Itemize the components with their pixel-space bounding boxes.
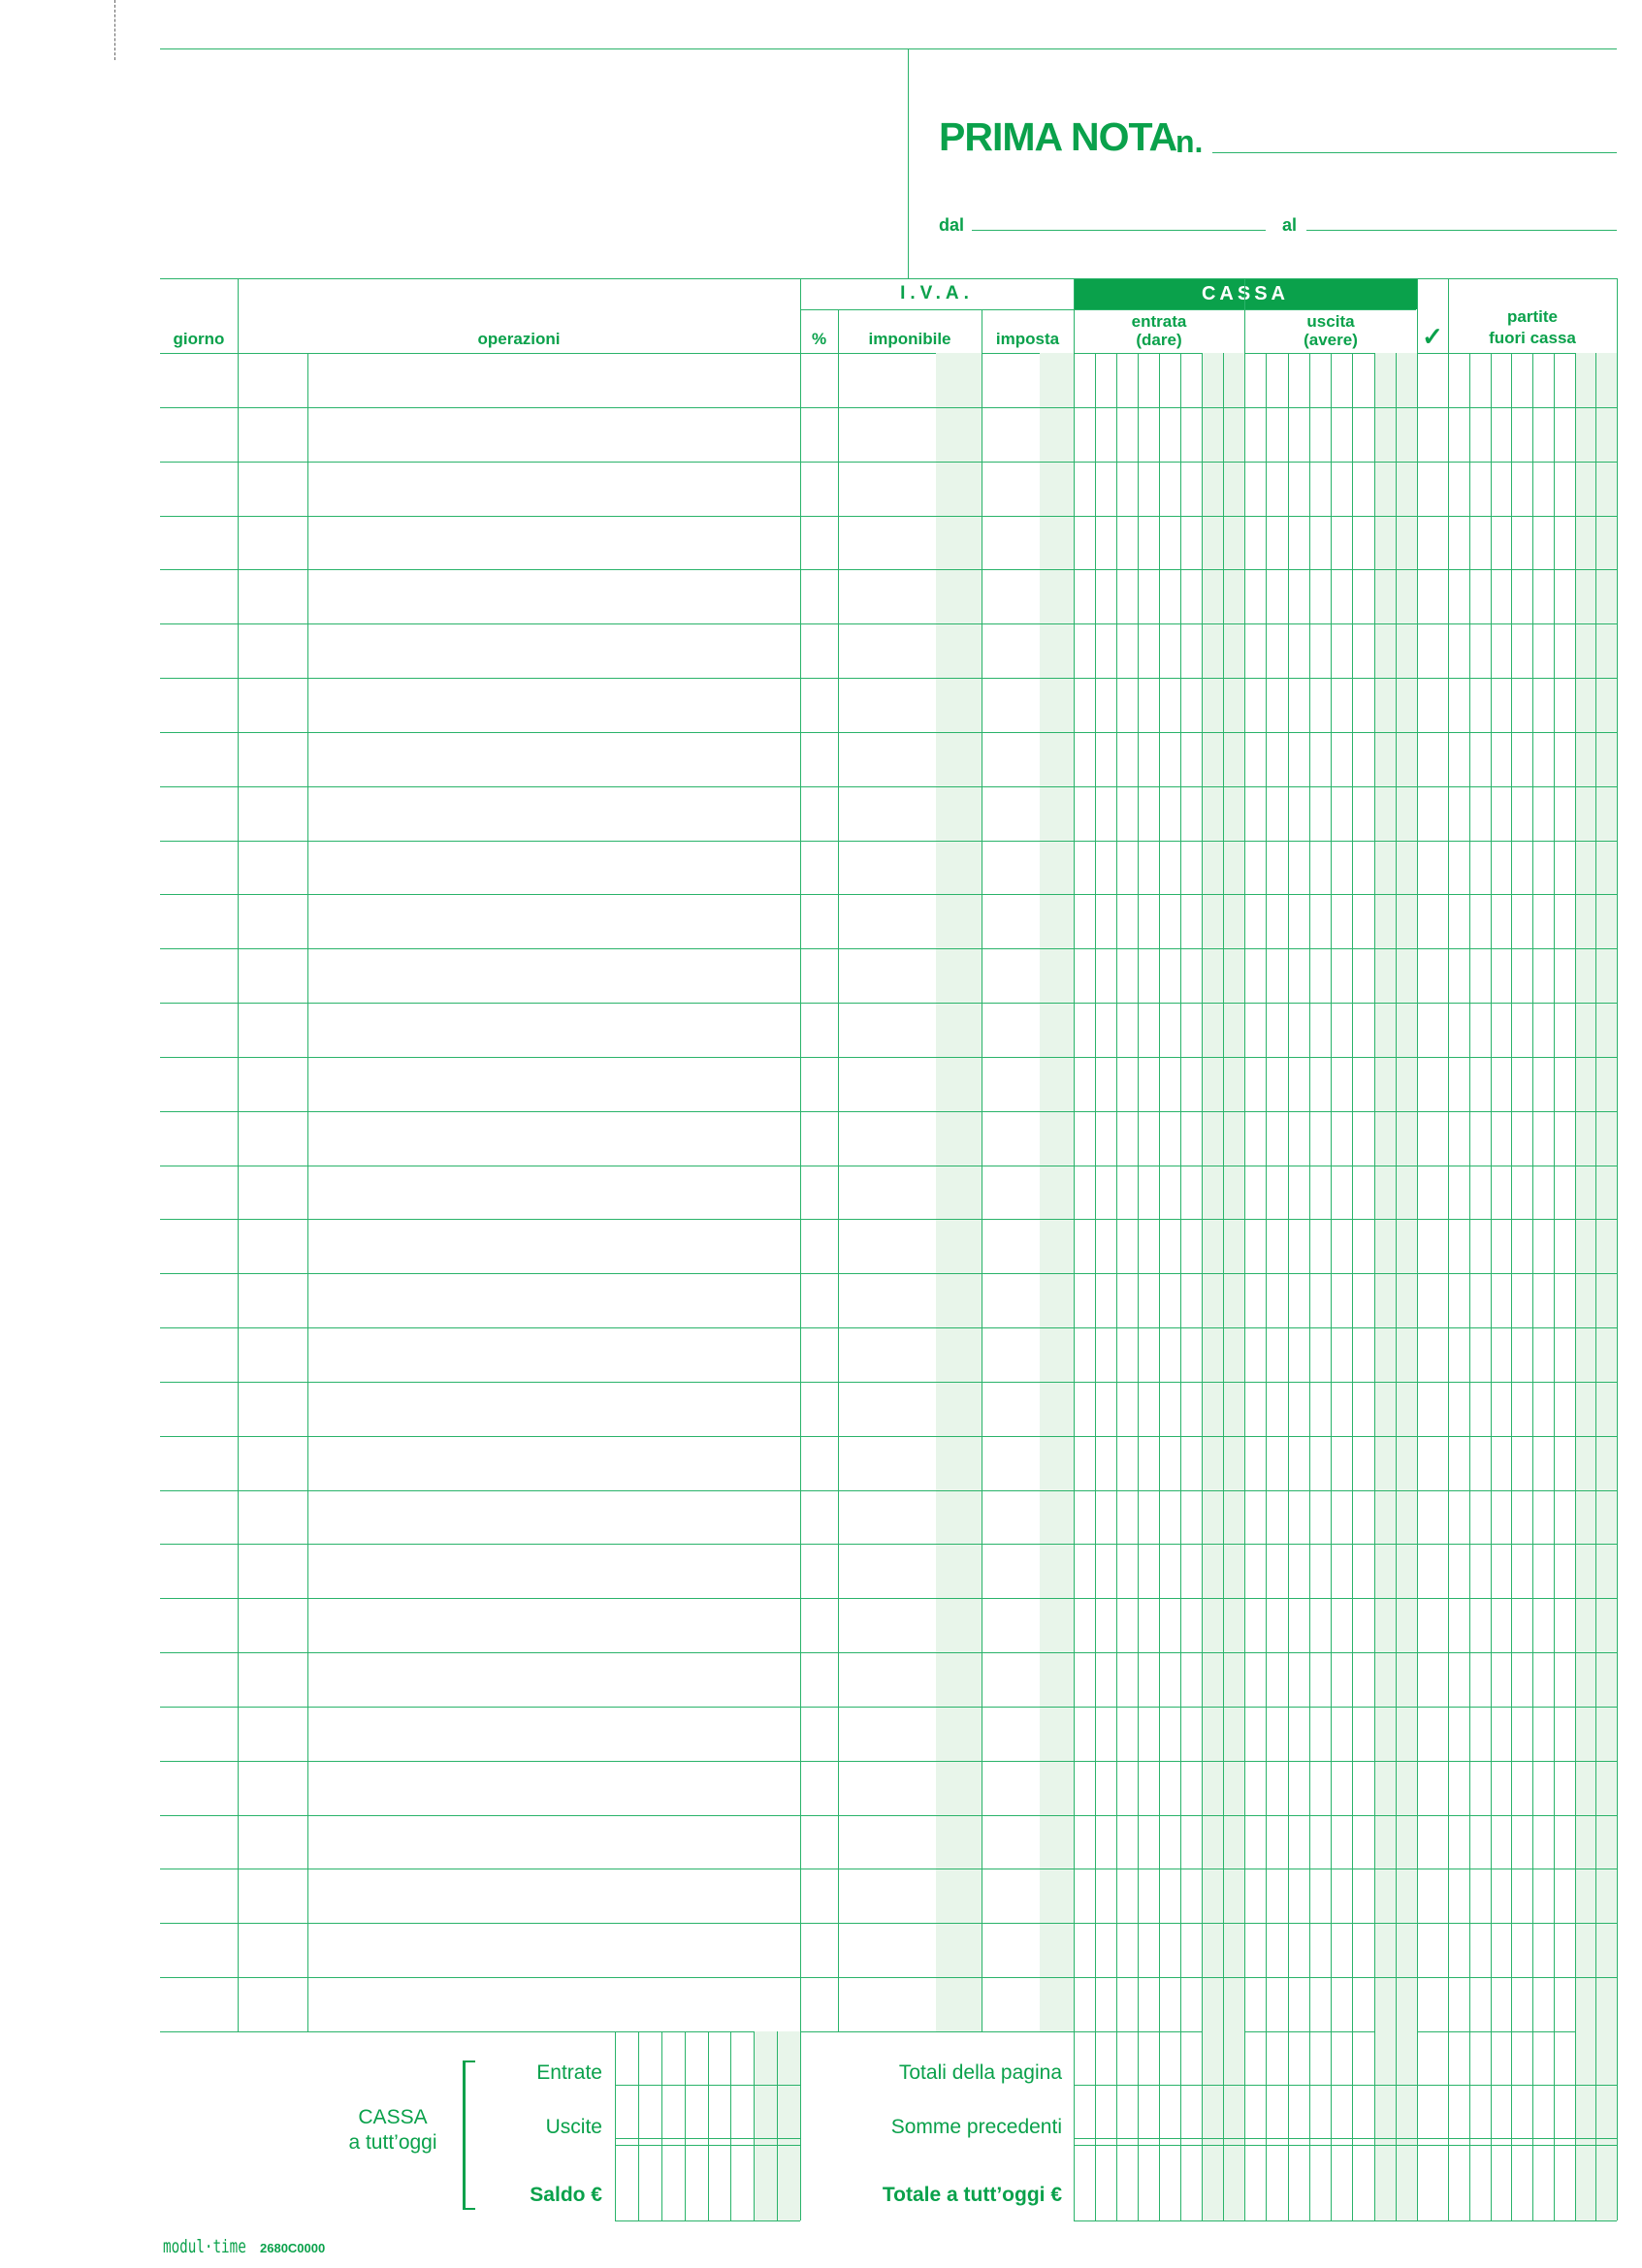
table-row-line [160,1815,1617,1816]
cassa-header: CASSA [1074,279,1417,309]
footer-left-box-edge [615,2031,616,2220]
table-row-line [160,1977,1617,1978]
digit-line [1202,353,1203,2031]
footer-right-digit [1352,2031,1353,2220]
footer-right-row [1074,2085,1617,2086]
footer-right-digit [1595,2031,1596,2220]
footer-right-bottom [1074,2220,1617,2221]
digit-line [1554,353,1555,2031]
digit-line [1095,353,1096,2031]
table-row-line [160,623,1617,624]
from-date-field[interactable] [972,230,1266,231]
table-row-line [160,1544,1617,1545]
iva-subheader-rule [800,309,1074,310]
col-header-imponibile: imponibile [868,330,951,348]
digit-line [1309,353,1310,2031]
footer-right-digit [1223,2031,1224,2220]
table-row-line [160,462,1617,463]
cassa-summary-sublabel: a tutt’oggi [348,2131,437,2154]
col-header-uscita: uscita [1306,312,1355,331]
footer-right-digit [1469,2031,1470,2220]
entrate-label: Entrate [536,2061,602,2084]
col-header-imposta: imposta [995,330,1060,348]
column-separator [1074,278,1075,2031]
table-row-line [160,1490,1617,1491]
number-field[interactable] [1212,152,1617,153]
column-separator [1448,278,1449,2031]
digit-line [1138,353,1139,2031]
table-row-line [160,1382,1617,1383]
footer-right-col [1074,2031,1075,2220]
footer-right-digit [1159,2031,1160,2220]
col-header-avere: (avere) [1304,331,1358,349]
table-row-line [160,1327,1617,1328]
digit-line [1491,353,1492,2031]
footer-right-digit [1202,2031,1203,2220]
column-separator [1244,278,1245,2031]
table-row-line [160,407,1617,408]
footer-left-digit [661,2031,662,2220]
table-row-line [160,1652,1617,1653]
table-row-line [160,1923,1617,1924]
footer-right-digit [1396,2031,1397,2220]
footer-left-digit [777,2031,778,2220]
cassa-summary-label: CASSA [358,2106,428,2128]
col-header-fuori-cassa: fuori cassa [1489,329,1576,347]
digit-line [1352,353,1353,2031]
footer-left-digit [685,2031,686,2220]
footer-right-digit [1266,2031,1267,2220]
column-separator [307,353,308,2031]
uscite-label: Uscite [545,2116,602,2138]
col-header-iva: I.V.A. [900,283,974,303]
number-label: n. [1175,124,1204,159]
footer-right-digit [1331,2031,1332,2220]
totali-pagina-label: Totali della pagina [898,2061,1062,2084]
to-date-field[interactable] [1306,230,1617,231]
digit-line [1396,353,1397,2031]
table-row-line [160,678,1617,679]
column-separator [800,278,801,2031]
digit-line [1469,353,1470,2031]
header-top-rule [160,48,1617,49]
digit-line [1595,353,1596,2031]
footer-left-row [615,2138,800,2139]
table-row-line [160,1598,1617,1599]
totale-tuttoggi-label: Totale a tutt’oggi € [882,2184,1062,2206]
footer-right-col [1417,2031,1418,2220]
footer-right-digit [1288,2031,1289,2220]
digit-line [1511,353,1512,2031]
table-row-line [160,1003,1617,1004]
footer-left-row [615,2085,800,2086]
footer-right-row [1074,2138,1617,2139]
footer-right-col [1448,2031,1449,2220]
footer-right-col [1617,2031,1618,2220]
col-header-percent: % [811,330,827,348]
table-row-line [160,1273,1617,1274]
table-row-line [160,1057,1617,1058]
shade-imposta-decimals [1040,353,1074,2031]
footer-right-digit [1554,2031,1555,2220]
brand-logo: modul·time [163,2236,246,2257]
table-row-line [160,894,1617,895]
footer-left-digit [730,2031,731,2220]
digit-line [1266,353,1267,2031]
footer-right-digit [1309,2031,1310,2220]
somme-precedenti-label: Somme precedenti [890,2116,1062,2138]
to-date-label: al [1282,215,1298,235]
form-code: 2680C0000 [260,2241,326,2255]
footer-left-row [615,2145,800,2146]
footer-left-digit [638,2031,639,2220]
col-header-partite: partite [1507,307,1558,326]
digit-line [1288,353,1289,2031]
table-row-line [160,786,1617,787]
column-separator [1617,278,1618,2031]
col-header-entrata: entrata [1131,312,1187,331]
footer-right-digit [1374,2031,1375,2220]
footer-right-digit [1180,2031,1181,2220]
footer-right-digit [1491,2031,1492,2220]
digit-line [1159,353,1160,2031]
footer-right-digit [1532,2031,1533,2220]
footer-right-col [1244,2031,1245,2220]
digit-line [1575,353,1576,2031]
col-header-operazioni: operazioni [477,330,561,348]
table-row-line [160,1761,1617,1762]
digit-line [1374,353,1375,2031]
shade-imponibile-decimals [936,353,982,2031]
digit-line [1223,353,1224,2031]
footer-right-digit [1138,2031,1139,2220]
footer-right-digit [1575,2031,1576,2220]
footer-right-digit [1116,2031,1117,2220]
table-row-line [160,948,1617,949]
col-header-dare: (dare) [1136,331,1182,349]
footer-right-digit [1511,2031,1512,2220]
footer-left-bottom [615,2220,800,2221]
column-separator [838,309,839,2031]
saldo-label: Saldo € [530,2184,602,2206]
footer-left-digit [708,2031,709,2220]
fold-mark [114,0,115,60]
table-row-line [160,1707,1617,1708]
digit-line [1180,353,1181,2031]
col-header-giorno: giorno [173,330,225,348]
table-row-line [160,841,1617,842]
header-divider [908,48,909,278]
footer-left-box-edge [800,2031,801,2220]
footer-left-digit [754,2031,755,2220]
page-title: PRIMA NOTA [939,114,1177,159]
table-row-line [160,1111,1617,1112]
table-row-line [160,516,1617,517]
table-row-line [160,569,1617,570]
column-separator [1417,278,1418,2031]
footer-right-row [1074,2145,1617,2146]
footer-right-digit [1095,2031,1096,2220]
digit-line [1532,353,1533,2031]
column-separator [238,278,239,2031]
digit-line [1116,353,1117,2031]
table-row-line [160,732,1617,733]
table-row-line [160,1219,1617,1220]
digit-line [1331,353,1332,2031]
from-date-label: dal [939,215,965,235]
table-row-line [160,1436,1617,1437]
check-mark-icon: ✓ [1422,322,1443,351]
